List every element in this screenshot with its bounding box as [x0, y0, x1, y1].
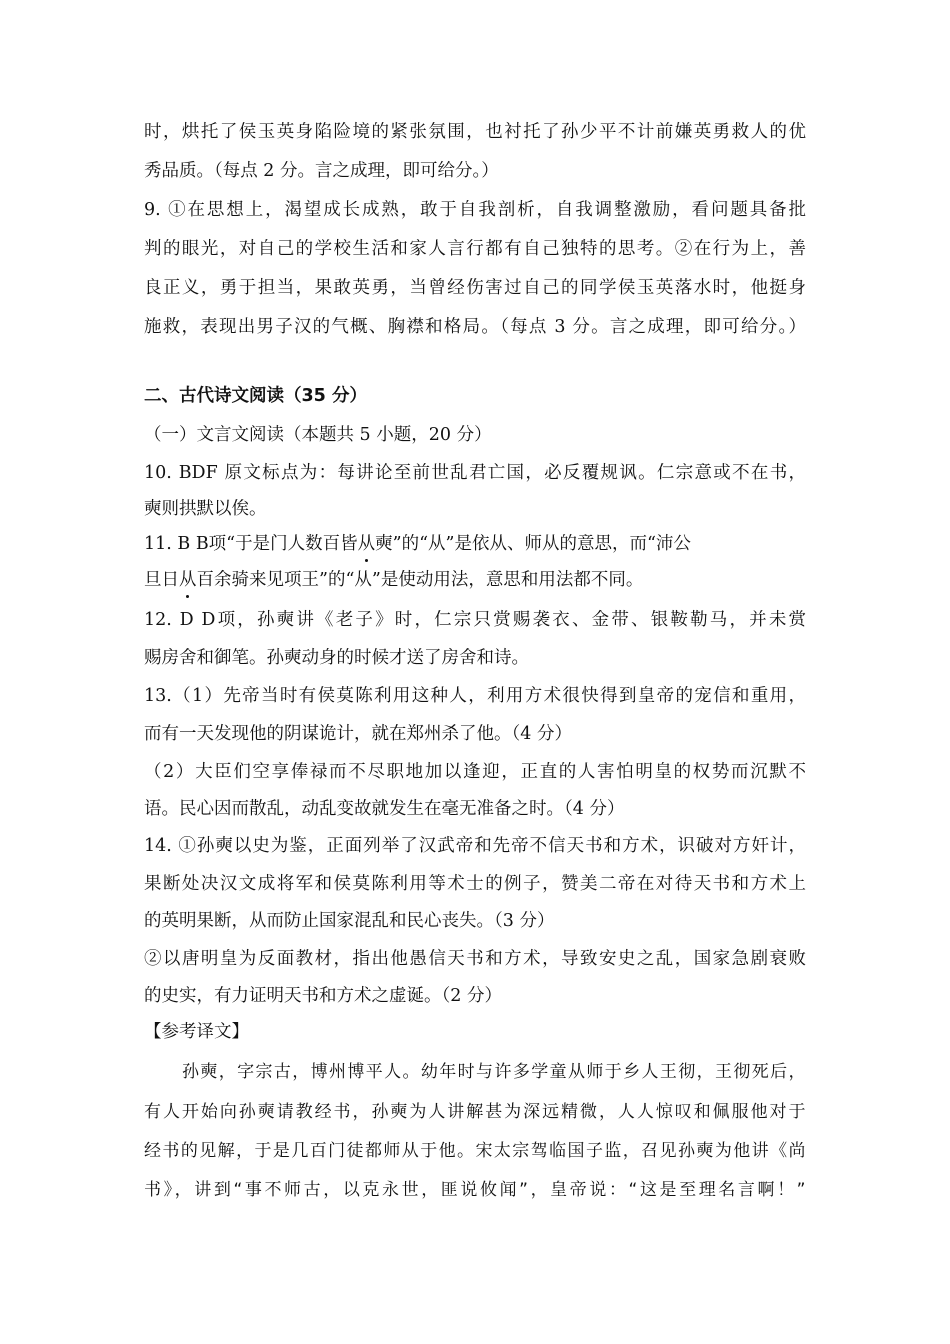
q14-answer-line: ②以唐明皇为反面教材，指出他愚信天书和方术，导致安史之乱，国家急剧衰败 [144, 949, 806, 969]
q10-answer-line: 奭则拱默以俟。 [144, 499, 267, 519]
q8-answer-line: 时，烘托了侯玉英身陷险境的紧张氛围，也衬托了孙少平不计前嫌英勇救人的优 [144, 122, 806, 142]
section-subtitle: （一）文言文阅读（本题共 5 小题，20 分） [144, 425, 492, 445]
q8-answer-line: 秀品质。（每点 2 分。言之成理，即可给分。） [144, 161, 499, 181]
q11-answer-line [144, 532, 691, 556]
q13-answer-line: 而有一天发现他的阴谋诡计，就在郑州杀了他。（4 分） [144, 724, 572, 744]
q10-answer-line: 10. BDF 原文标点为：每讲论至前世乱君亡国，必反覆规讽。仁宗意或不在书， [144, 463, 806, 483]
q14-answer-line: 的英明果断，从而防止国家混乱和民心丧失。（3 分） [144, 911, 555, 931]
emphasis-char: 从 [357, 534, 376, 554]
q11-text: 奭”的“从”是依从、师从的意思，而“沛公 [375, 534, 691, 554]
q14-answer-line: 14. ①孙奭以史为鉴，正面列举了汉武帝和先帝不信天书和方术，识破对方奸计， [144, 836, 806, 856]
translation-line: 经书的见解，于是几百门徒都师从于他。宋太宗驾临国子监，召见孙奭为他讲《尚 [144, 1141, 806, 1161]
q9-answer-line: 判的眼光，对自己的学校生活和家人言行都有自己独特的思考。②在行为上，善 [144, 239, 806, 259]
q11-text: 旦日 [144, 570, 179, 590]
q13-answer-line: 13.（1）先帝当时有侯莫陈利用这种人，利用方术很快得到皇帝的宠信和重用， [144, 686, 806, 706]
q13-answer-line: （2）大臣们空享俸禄而不尽职地加以逢迎，正直的人害怕明皇的权势而沉默不 [144, 762, 806, 782]
q9-answer-line: 9. ①在思想上，渴望成长成熟，敢于自我剖析，自我调整激励，看问题具备批 [144, 200, 806, 220]
q9-answer-line: 施救，表现出男子汉的气概、胸襟和格局。（每点 3 分。言之成理，即可给分。） [144, 317, 806, 337]
translation-line: 有人开始向孙奭请教经书，孙奭为人讲解甚为深远精微，人人惊叹和佩服他对于 [144, 1102, 806, 1122]
q12-answer-line: 赐房舍和御笔。孙奭动身的时候才送了房舍和诗。 [144, 648, 529, 668]
q13-answer-line: 语。民心因而散乱，动乱变故就发生在毫无准备之时。（4 分） [144, 799, 625, 819]
section-title: 二、古代诗文阅读（35 分） [144, 386, 367, 406]
q9-answer-line: 良正义，勇于担当，果敢英勇，当曾经伤害过自己的同学侯玉英落水时，他挺身 [144, 278, 806, 298]
q11-text: 百余骑来见项王”的“从”是使动用法，意思和用法都不同。 [196, 570, 644, 590]
q12-answer-line: 12. D D项，孙奭讲《老子》时，仁宗只赏赐袭衣、金带、银鞍勒马，并未赏 [144, 610, 806, 630]
q14-answer-line: 果断处决汉文成将军和侯莫陈利用等术士的例子，赞美二帝在对待天书和方术上 [144, 874, 806, 894]
translation-line: 孙奭，字宗古，博州博平人。幼年时与许多学童从师于乡人王彻，王彻死后， [182, 1062, 806, 1082]
emphasis-char: 从 [179, 570, 197, 590]
q11-text: 11. B B项“于是门人数百皆 [144, 534, 358, 554]
translation-line: 书》，讲到“事不师古，以克永世，匪说攸闻”，皇帝说：“这是至理名言啊！” [144, 1180, 806, 1200]
q14-answer-line: 的史实，有力证明天书和方术之虚诞。（2 分） [144, 986, 502, 1006]
q11-answer-line [144, 568, 643, 592]
translation-heading: 【参考译文】 [144, 1022, 249, 1042]
